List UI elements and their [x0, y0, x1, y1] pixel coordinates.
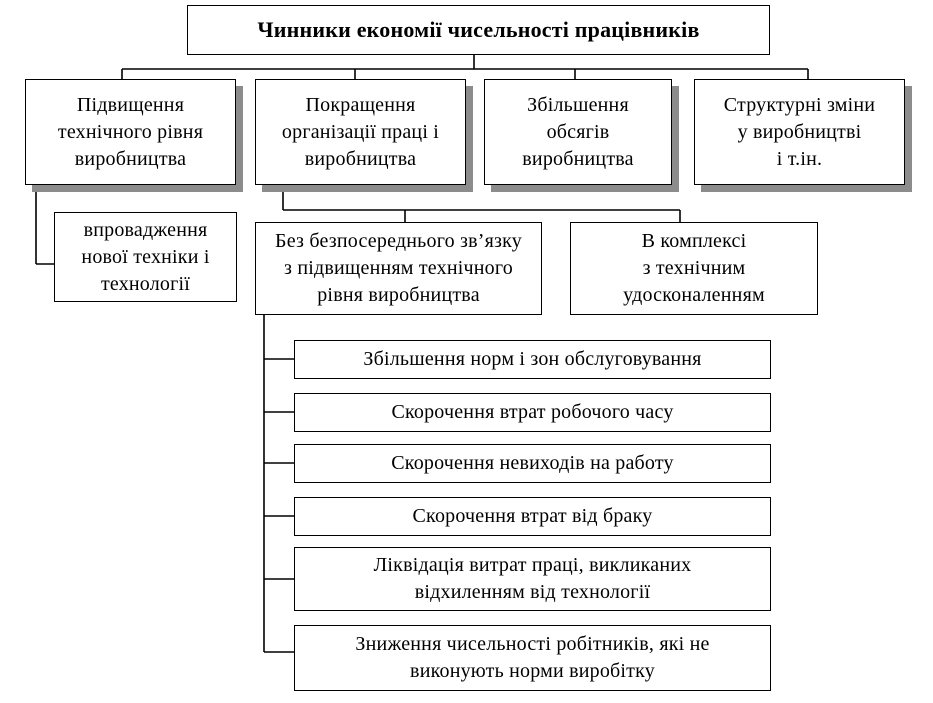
measure-item: Скорочення втрат від браку: [294, 497, 771, 536]
organization-sub-without-technical: Без безпосереднього зв’язку з підвищенням технічного рівня виробництва: [255, 222, 542, 315]
measure-item: Зниження чисельності робітників, які не виконують норми виробітку: [294, 625, 771, 691]
factor-structural-changes: Структурні зміни у виробництві і т.ін.: [694, 79, 905, 185]
factor-organization: Покращення організації праці і виробництва: [255, 79, 466, 185]
measure-item: Ліквідація витрат праці, викликаних відхиленням від технології: [294, 547, 771, 611]
organization-sub-with-technical: В комплексі з технічним удосконаленням: [570, 222, 818, 315]
measure-item: Скорочення втрат робочого часу: [294, 393, 771, 432]
measure-item: Скорочення невиходів на работу: [294, 444, 771, 483]
factor-technical-level: Підвищення технічного рівня виробництва: [25, 79, 236, 185]
factor-production-volume: Збільшення обсягів виробництва: [484, 79, 672, 185]
diagram-title: Чинники економії чисельності працівників: [187, 5, 770, 55]
technical-sub-new-technology: впровадження нової техніки і технології: [54, 212, 237, 302]
measure-item: Збільшення норм і зон обслуговування: [294, 340, 771, 379]
